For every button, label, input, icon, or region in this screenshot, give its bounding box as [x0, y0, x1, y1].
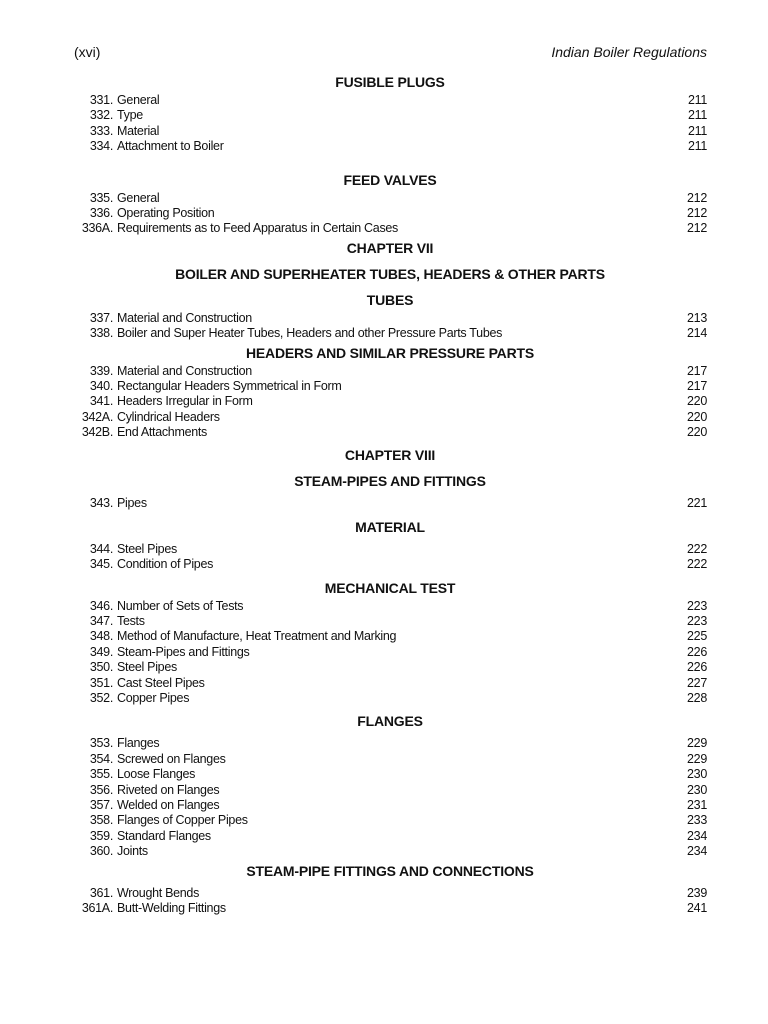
- entry-title: End Attachments: [117, 425, 208, 440]
- entry-title: Flanges: [117, 736, 160, 751]
- chapter-title: STEAM-PIPES AND FITTINGS: [294, 473, 486, 490]
- toc-entry[interactable]: [73, 691, 707, 706]
- toc-entry[interactable]: [73, 496, 707, 511]
- section-heading: MATERIAL: [355, 518, 425, 535]
- entry-number: 333.: [89, 123, 113, 138]
- entry-page: 213: [687, 310, 707, 325]
- entry-number: 338.: [89, 326, 113, 341]
- page-number: (xvi): [74, 44, 101, 60]
- entry-number: 332.: [89, 108, 113, 123]
- entry-title: Rectangular Headers Symmetrical in Form: [117, 378, 342, 393]
- entry-number: 348.: [89, 629, 113, 644]
- entry-page: 226: [687, 644, 707, 659]
- entry-page: 239: [687, 885, 707, 900]
- entry-title: Attachment to Boiler: [117, 139, 224, 154]
- toc-entry[interactable]: [73, 191, 707, 206]
- toc-entry[interactable]: [73, 394, 707, 409]
- toc-entry[interactable]: [73, 844, 707, 859]
- entry-page: 231: [687, 797, 707, 812]
- entry-title: Wrought Bends: [117, 885, 200, 900]
- entry-title: Condition of Pipes: [117, 557, 214, 572]
- entry-page: 211: [687, 108, 707, 123]
- book-title: Indian Boiler Regulations: [551, 44, 707, 60]
- entry-page: 212: [687, 190, 707, 205]
- entry-number: 358.: [89, 813, 113, 828]
- entry-number: 342A.: [81, 409, 113, 424]
- entry-title: Copper Pipes: [117, 690, 190, 705]
- entry-page: 221: [687, 496, 707, 511]
- entry-number: 349.: [89, 644, 113, 659]
- entry-title: Standard Flanges: [117, 828, 211, 843]
- entry-number: 346.: [89, 598, 113, 613]
- entry-page: 217: [687, 363, 707, 378]
- entry-page: 225: [687, 629, 707, 644]
- entry-title: Steam-Pipes and Fittings: [117, 644, 250, 659]
- entry-title: Boiler and Super Heater Tubes, Headers and other Pressure Parts Tubes: [117, 326, 503, 341]
- toc-entry[interactable]: [73, 736, 707, 751]
- entry-number: 344.: [89, 541, 113, 556]
- entry-page: 212: [687, 205, 707, 220]
- entry-page: 220: [687, 394, 707, 409]
- entry-number: 334.: [89, 139, 113, 154]
- toc-entry[interactable]: [73, 829, 707, 844]
- entry-title: General: [117, 190, 160, 205]
- entry-number: 331.: [89, 93, 113, 107]
- entry-number: 342B.: [81, 425, 113, 440]
- entry-page: 233: [687, 813, 707, 828]
- entry-page: 229: [687, 736, 707, 751]
- entry-number: 336.: [89, 205, 113, 220]
- entry-page: 241: [687, 900, 707, 915]
- entry-page: 234: [687, 828, 707, 843]
- section-heading: FEED VALVES: [343, 171, 437, 188]
- section-heading: FUSIBLE PLUGS: [335, 74, 445, 90]
- entry-number: 359.: [89, 828, 113, 843]
- entry-number: 337.: [89, 310, 113, 325]
- entry-page: 229: [687, 751, 707, 766]
- entry-title: Cylindrical Headers: [117, 409, 220, 424]
- entry-page: 230: [687, 782, 707, 797]
- section-heading: STEAM-PIPE FITTINGS AND CONNECTIONS: [246, 862, 534, 879]
- entry-title: Flanges of Copper Pipes: [117, 813, 248, 828]
- chapter-heading: CHAPTER VII: [346, 239, 434, 256]
- toc-entry[interactable]: [73, 311, 707, 326]
- entry-title: Material: [117, 123, 160, 138]
- entry-number: 353.: [89, 736, 113, 751]
- entry-number: 336A.: [81, 221, 113, 236]
- entry-page: 230: [687, 767, 707, 782]
- entry-title: Headers Irregular in Form: [117, 394, 253, 409]
- entry-page: 222: [687, 557, 707, 572]
- toc-entry[interactable]: [73, 410, 707, 425]
- entry-page: 211: [687, 93, 707, 107]
- toc-entry[interactable]: [73, 139, 707, 154]
- toc-entry[interactable]: [73, 108, 707, 123]
- entry-title: Joints: [117, 844, 148, 859]
- entry-number: 339.: [89, 363, 113, 378]
- entry-number: 357.: [89, 797, 113, 812]
- entry-number: 351.: [89, 675, 113, 690]
- entry-title: Steel Pipes: [117, 660, 177, 675]
- entry-number: 356.: [89, 782, 113, 797]
- entry-title: Riveted on Flanges: [117, 782, 220, 797]
- entry-title: Material and Construction: [117, 363, 252, 378]
- toc-entry[interactable]: [73, 124, 707, 139]
- entry-number: 361.: [89, 885, 113, 900]
- toc-entry[interactable]: [73, 901, 707, 916]
- toc-entry[interactable]: [73, 752, 707, 767]
- entry-number: 340.: [89, 378, 113, 393]
- entry-title: Operating Position: [117, 205, 215, 220]
- toc-entry[interactable]: [73, 798, 707, 813]
- entry-title: Cast Steel Pipes: [117, 675, 205, 690]
- entry-title: Steel Pipes: [117, 541, 177, 556]
- entry-page: 212: [687, 221, 707, 236]
- chapter-title: BOILER AND SUPERHEATER TUBES, HEADERS & OTHER PARTS: [175, 265, 605, 282]
- entry-page: 223: [687, 598, 707, 613]
- entry-number: 360.: [89, 844, 113, 859]
- entry-page: 223: [687, 614, 707, 629]
- toc-entry[interactable]: [73, 364, 707, 379]
- entry-number: 354.: [89, 751, 113, 766]
- toc-entry[interactable]: [73, 813, 707, 828]
- entry-page: 214: [687, 326, 707, 341]
- entry-title: Method of Manufacture, Heat Treatment and Marking: [117, 629, 397, 644]
- toc-entry[interactable]: [73, 767, 707, 782]
- entry-title: Number of Sets of Tests: [117, 598, 244, 613]
- toc-entry[interactable]: [73, 783, 707, 798]
- entry-number: 355.: [89, 767, 113, 782]
- toc-entry[interactable]: [73, 660, 707, 675]
- entry-page: 234: [687, 844, 707, 859]
- entry-number: 352.: [89, 690, 113, 705]
- entry-title: Material and Construction: [117, 310, 252, 325]
- toc-entry[interactable]: [73, 886, 707, 901]
- toc-entry[interactable]: [73, 599, 707, 614]
- entry-number: 361A.: [81, 900, 113, 915]
- toc-entry[interactable]: [73, 379, 707, 394]
- entry-title: Type: [117, 108, 143, 123]
- entry-page: 227: [687, 675, 707, 690]
- toc-entry[interactable]: [73, 614, 707, 629]
- section-heading: HEADERS AND SIMILAR PRESSURE PARTS: [245, 344, 534, 361]
- section-heading: TUBES: [366, 291, 414, 308]
- entry-number: 335.: [89, 190, 113, 205]
- entry-title: Welded on Flanges: [117, 797, 220, 812]
- entry-page: 211: [687, 139, 707, 154]
- entry-page: 228: [687, 690, 707, 705]
- entry-title: Loose Flanges: [117, 767, 196, 782]
- entry-page: 220: [687, 409, 707, 424]
- entry-number: 343.: [89, 496, 113, 511]
- entry-page: 226: [687, 660, 707, 675]
- toc-entry[interactable]: [73, 676, 707, 691]
- table-of-contents: [73, 71, 707, 916]
- toc-entry[interactable]: [73, 93, 707, 108]
- toc-entry[interactable]: [73, 326, 707, 341]
- section-heading: FLANGES: [357, 713, 423, 730]
- entry-page: 222: [687, 541, 707, 556]
- entry-number: 341.: [89, 394, 113, 409]
- entry-number: 350.: [89, 660, 113, 675]
- entry-title: Butt-Welding Fittings: [117, 900, 226, 915]
- chapter-heading: CHAPTER VIII: [344, 447, 436, 464]
- entry-page: 217: [687, 378, 707, 393]
- entry-title: General: [117, 93, 160, 107]
- toc-entry[interactable]: [73, 629, 707, 644]
- entry-title: Tests: [117, 614, 145, 629]
- entry-title: Screwed on Flanges: [117, 751, 226, 766]
- entry-number: 347.: [89, 614, 113, 629]
- toc-entry[interactable]: [73, 645, 707, 660]
- entry-title: Pipes: [117, 496, 147, 511]
- toc-entry[interactable]: [73, 542, 707, 557]
- section-heading: MECHANICAL TEST: [324, 579, 456, 596]
- toc-entry[interactable]: [73, 206, 707, 221]
- entry-number: 345.: [89, 557, 113, 572]
- toc-entry[interactable]: [73, 557, 707, 572]
- toc-entry[interactable]: [73, 425, 707, 440]
- entry-page: 220: [687, 425, 707, 440]
- entry-page: 211: [687, 123, 707, 138]
- toc-entry[interactable]: [73, 221, 707, 236]
- spacer: [73, 155, 707, 169]
- entry-title: Requirements as to Feed Apparatus in Certain Cases: [117, 221, 398, 236]
- page-header: [74, 44, 707, 62]
